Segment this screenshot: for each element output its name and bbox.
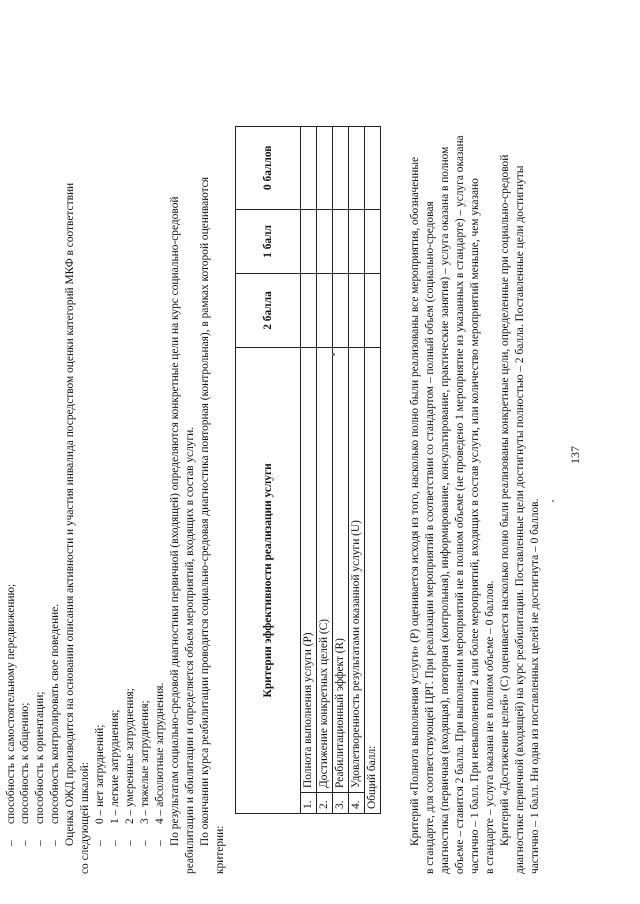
row-number: 2. <box>317 793 333 814</box>
row-number: 4. <box>349 793 365 814</box>
paragraph-line: По окончании курса реабилитации проводится социально-средовая диагностика повторная (контрольная), в рамках которой оцениваются <box>199 177 211 846</box>
paragraph-line: Критерий «Полнота выполнения услуги» (Р) оценивается исходя из того, насколько полно были реализованы все мероприятия, обозначенные <box>409 156 421 846</box>
cell-empty <box>301 127 317 210</box>
cell-empty <box>365 274 381 347</box>
scan-speck <box>552 500 554 502</box>
paragraph-line: в стандарте – услуга оказана не в полном объеме – 0 баллов. <box>484 580 496 874</box>
scale-item: –4 – абсолютные затруднения. <box>154 682 166 846</box>
criteria-table <box>235 126 381 814</box>
cell-empty <box>333 127 349 210</box>
cell-empty <box>365 209 381 274</box>
cell-empty <box>317 274 333 347</box>
row-criterion: Удовлетворенность результатами оказанной услуги (U) <box>349 347 365 792</box>
paragraph-line: диагностика (первичная (входящая), повторная (контрольная), информирование, консультирование, практические занятия) – услуга оказана в полном <box>439 146 451 874</box>
total-label: Общий балл: <box>365 347 381 813</box>
paragraph-line: в стандарте, для соответствующей ЦРГ. При реализации мероприятий в соответствии со стандартом – полный объем (социально-средовая <box>424 201 436 874</box>
scale-item: –0 – нет затруднений; <box>94 724 106 846</box>
paragraph-line: объеме – ставится 2 балла. При выполнении мероприятий не в полном объеме (не проведено 1 мероприятие из указанных в стандарте) – услуга оказана <box>454 135 466 874</box>
table-row <box>317 127 333 814</box>
row-criterion: Полнота выполнения услуги (Р) <box>301 347 317 792</box>
table-total-row <box>365 127 381 814</box>
cell-empty <box>333 209 349 274</box>
row-criterion: Реабилитационный эффект (R) <box>333 347 349 792</box>
cell-empty <box>317 127 333 210</box>
header-0-points: 0 баллов <box>236 127 301 210</box>
cell-empty <box>349 127 365 210</box>
paragraph-line: Критерий «Достижение целей» (С) оценивается насколько полно были реализованы конкретные цели, определенные при социально-средовой <box>499 154 511 846</box>
page-number: 137 <box>568 446 582 464</box>
cell-empty <box>365 127 381 210</box>
cell-empty <box>333 274 349 347</box>
table-row <box>301 127 317 814</box>
paragraph-line: реабилитации и абилитации и определяется объем мероприятий, входящих в состав услуги. <box>184 426 196 874</box>
cell-empty <box>301 274 317 347</box>
cell-empty <box>349 209 365 274</box>
cell-empty <box>349 274 365 347</box>
paragraph-line: диагностике первичной (входящей) на курс реабилитации. Поставленные цели достигнуты полностью – 2 балла. Поставленные цели достигнуты <box>514 165 526 874</box>
cell-empty <box>301 209 317 274</box>
header-2-points: 2 балла <box>236 274 301 347</box>
table-row <box>349 127 365 814</box>
row-number: 3. <box>333 793 349 814</box>
list-item: –способность контролировать свое поведение. <box>49 603 61 846</box>
list-item: –способность к общению; <box>19 702 31 846</box>
paragraph-line: частично – 1 балл. При невыполнении 2 или более мероприятий, входящих в состав услуги, или количество мероприятий меньше, чем указано <box>469 178 481 874</box>
header-criteria: Критерии эффективности реализации услуги <box>236 347 301 813</box>
paragraph-line: частично – 1 балл. Ни одна из поставленных целей не достигнута – 0 баллов. <box>529 498 541 874</box>
table-header-row <box>236 127 301 814</box>
scale-item: –3 – тяжелые затруднения; <box>139 700 151 846</box>
scale-item: –1 – легкие затруднения; <box>109 709 121 846</box>
paragraph-line: критерии: <box>214 825 226 874</box>
paragraph-line: По результатам социально-средовой диагностики первичной (входящей) определяются конкретные цели на курс социально-средовой <box>169 196 181 846</box>
row-criterion: Достижение конкретных целей (С) <box>317 347 333 792</box>
paragraph-line: Оценка ОЖД производится на основании описания активности и участия инвалида посредством оценки категорий МКФ в соответствии <box>64 182 76 846</box>
list-item: –способность к ориентации; <box>34 691 46 846</box>
scan-speck <box>332 353 335 356</box>
scale-item: –2 – умеренные затруднения; <box>124 688 136 846</box>
paragraph-line: со следующей шкалой: <box>79 762 91 874</box>
row-number: 1. <box>301 793 317 814</box>
header-1-point: 1 балл <box>236 209 301 274</box>
table-row <box>333 127 349 814</box>
list-item: –способность к самостоятельному передвижению; <box>5 583 17 846</box>
cell-empty <box>317 209 333 274</box>
